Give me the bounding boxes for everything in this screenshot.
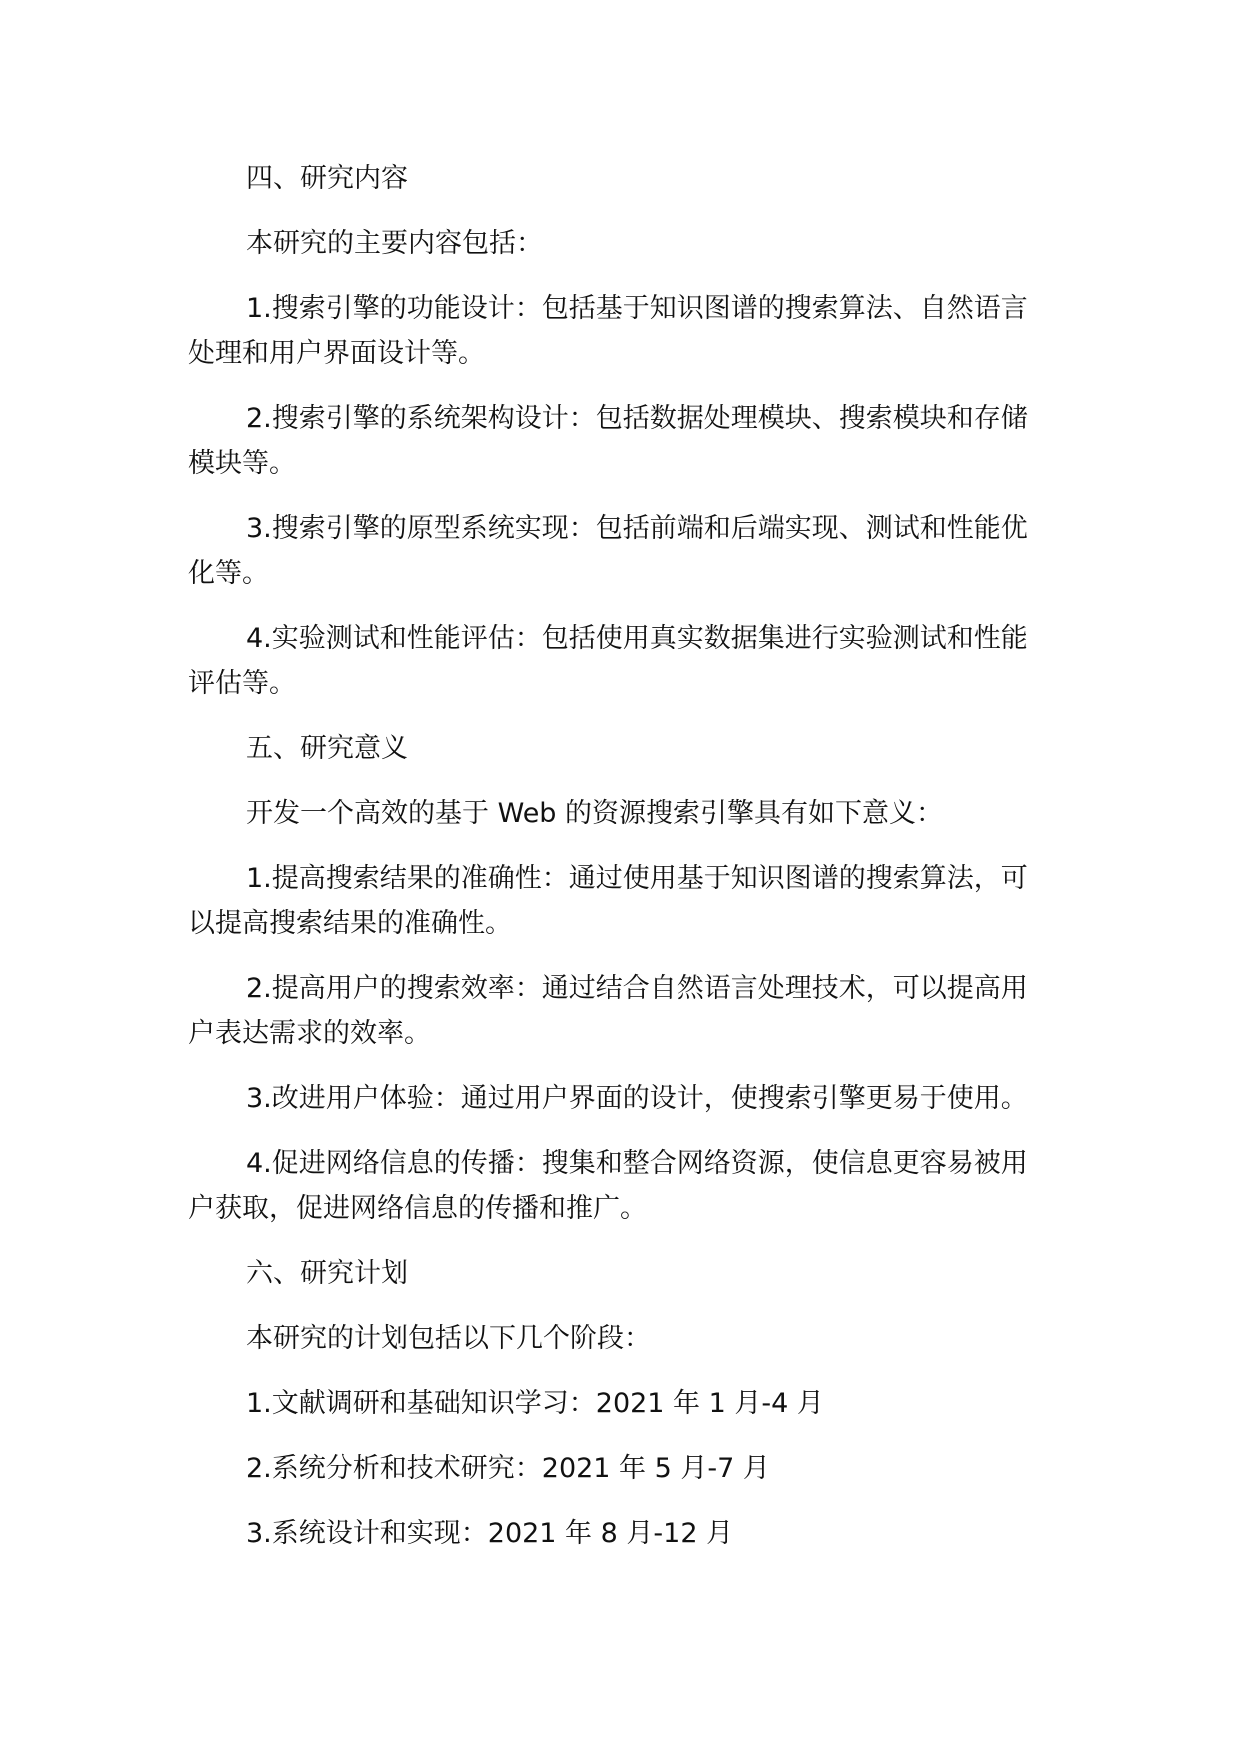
list-item bbox=[188, 506, 1030, 596]
list-item-line: 处理和用户界面设计等。 bbox=[188, 338, 485, 369]
list-item-line: 4.实验测试和性能评估：包括使用真实数据集进行实验测试和性能 bbox=[246, 623, 1028, 654]
section-heading-research-significance: 五、研究意义 bbox=[246, 733, 408, 764]
list-item-line: 2.提高用户的搜索效率：通过结合自然语言处理技术，可以提高用 bbox=[246, 973, 1028, 1004]
section-intro: 本研究的主要内容包括： bbox=[246, 228, 543, 259]
list-item-line: 户表达需求的效率。 bbox=[188, 1018, 431, 1049]
section-intro: 开发一个高效的基于 Web 的资源搜索引擎具有如下意义： bbox=[246, 798, 944, 829]
list-item: 1.文献调研和基础知识学习：2021 年 1 月-4 月 bbox=[246, 1388, 824, 1419]
list-item bbox=[188, 856, 1030, 946]
document-body bbox=[188, 156, 1030, 1556]
list-item bbox=[188, 966, 1030, 1056]
section-intro: 本研究的计划包括以下几个阶段： bbox=[246, 1323, 651, 1354]
list-item: 2.系统分析和技术研究：2021 年 5 月-7 月 bbox=[246, 1453, 770, 1484]
section-heading-research-plan: 六、研究计划 bbox=[246, 1258, 408, 1289]
list-item bbox=[188, 616, 1030, 706]
list-item-line: 2.搜索引擎的系统架构设计：包括数据处理模块、搜索模块和存储 bbox=[246, 403, 1028, 434]
list-item-line: 3.改进用户体验：通过用户界面的设计，使搜索引擎更易于使用。 bbox=[246, 1083, 1028, 1114]
section-heading-research-content: 四、研究内容 bbox=[246, 163, 408, 194]
list-item-line: 1.提高搜索结果的准确性：通过使用基于知识图谱的搜索算法，可 bbox=[246, 863, 1028, 894]
list-item-line: 1.搜索引擎的功能设计：包括基于知识图谱的搜索算法、自然语言 bbox=[246, 293, 1028, 324]
list-item: 3.系统设计和实现：2021 年 8 月-12 月 bbox=[246, 1518, 734, 1549]
list-item bbox=[188, 286, 1030, 376]
list-item-line: 3.搜索引擎的原型系统实现：包括前端和后端实现、测试和性能优 bbox=[246, 513, 1028, 544]
list-item-line: 化等。 bbox=[188, 558, 269, 589]
list-item-line: 评估等。 bbox=[188, 668, 296, 699]
list-item-line: 以提高搜索结果的准确性。 bbox=[188, 908, 512, 939]
list-item-line: 4.促进网络信息的传播：搜集和整合网络资源，使信息更容易被用 bbox=[246, 1148, 1028, 1179]
list-item bbox=[188, 1141, 1030, 1231]
list-item bbox=[188, 396, 1030, 486]
list-item-line: 户获取，促进网络信息的传播和推广。 bbox=[188, 1193, 647, 1224]
list-item bbox=[188, 1076, 1030, 1121]
list-item-line: 模块等。 bbox=[188, 448, 296, 479]
